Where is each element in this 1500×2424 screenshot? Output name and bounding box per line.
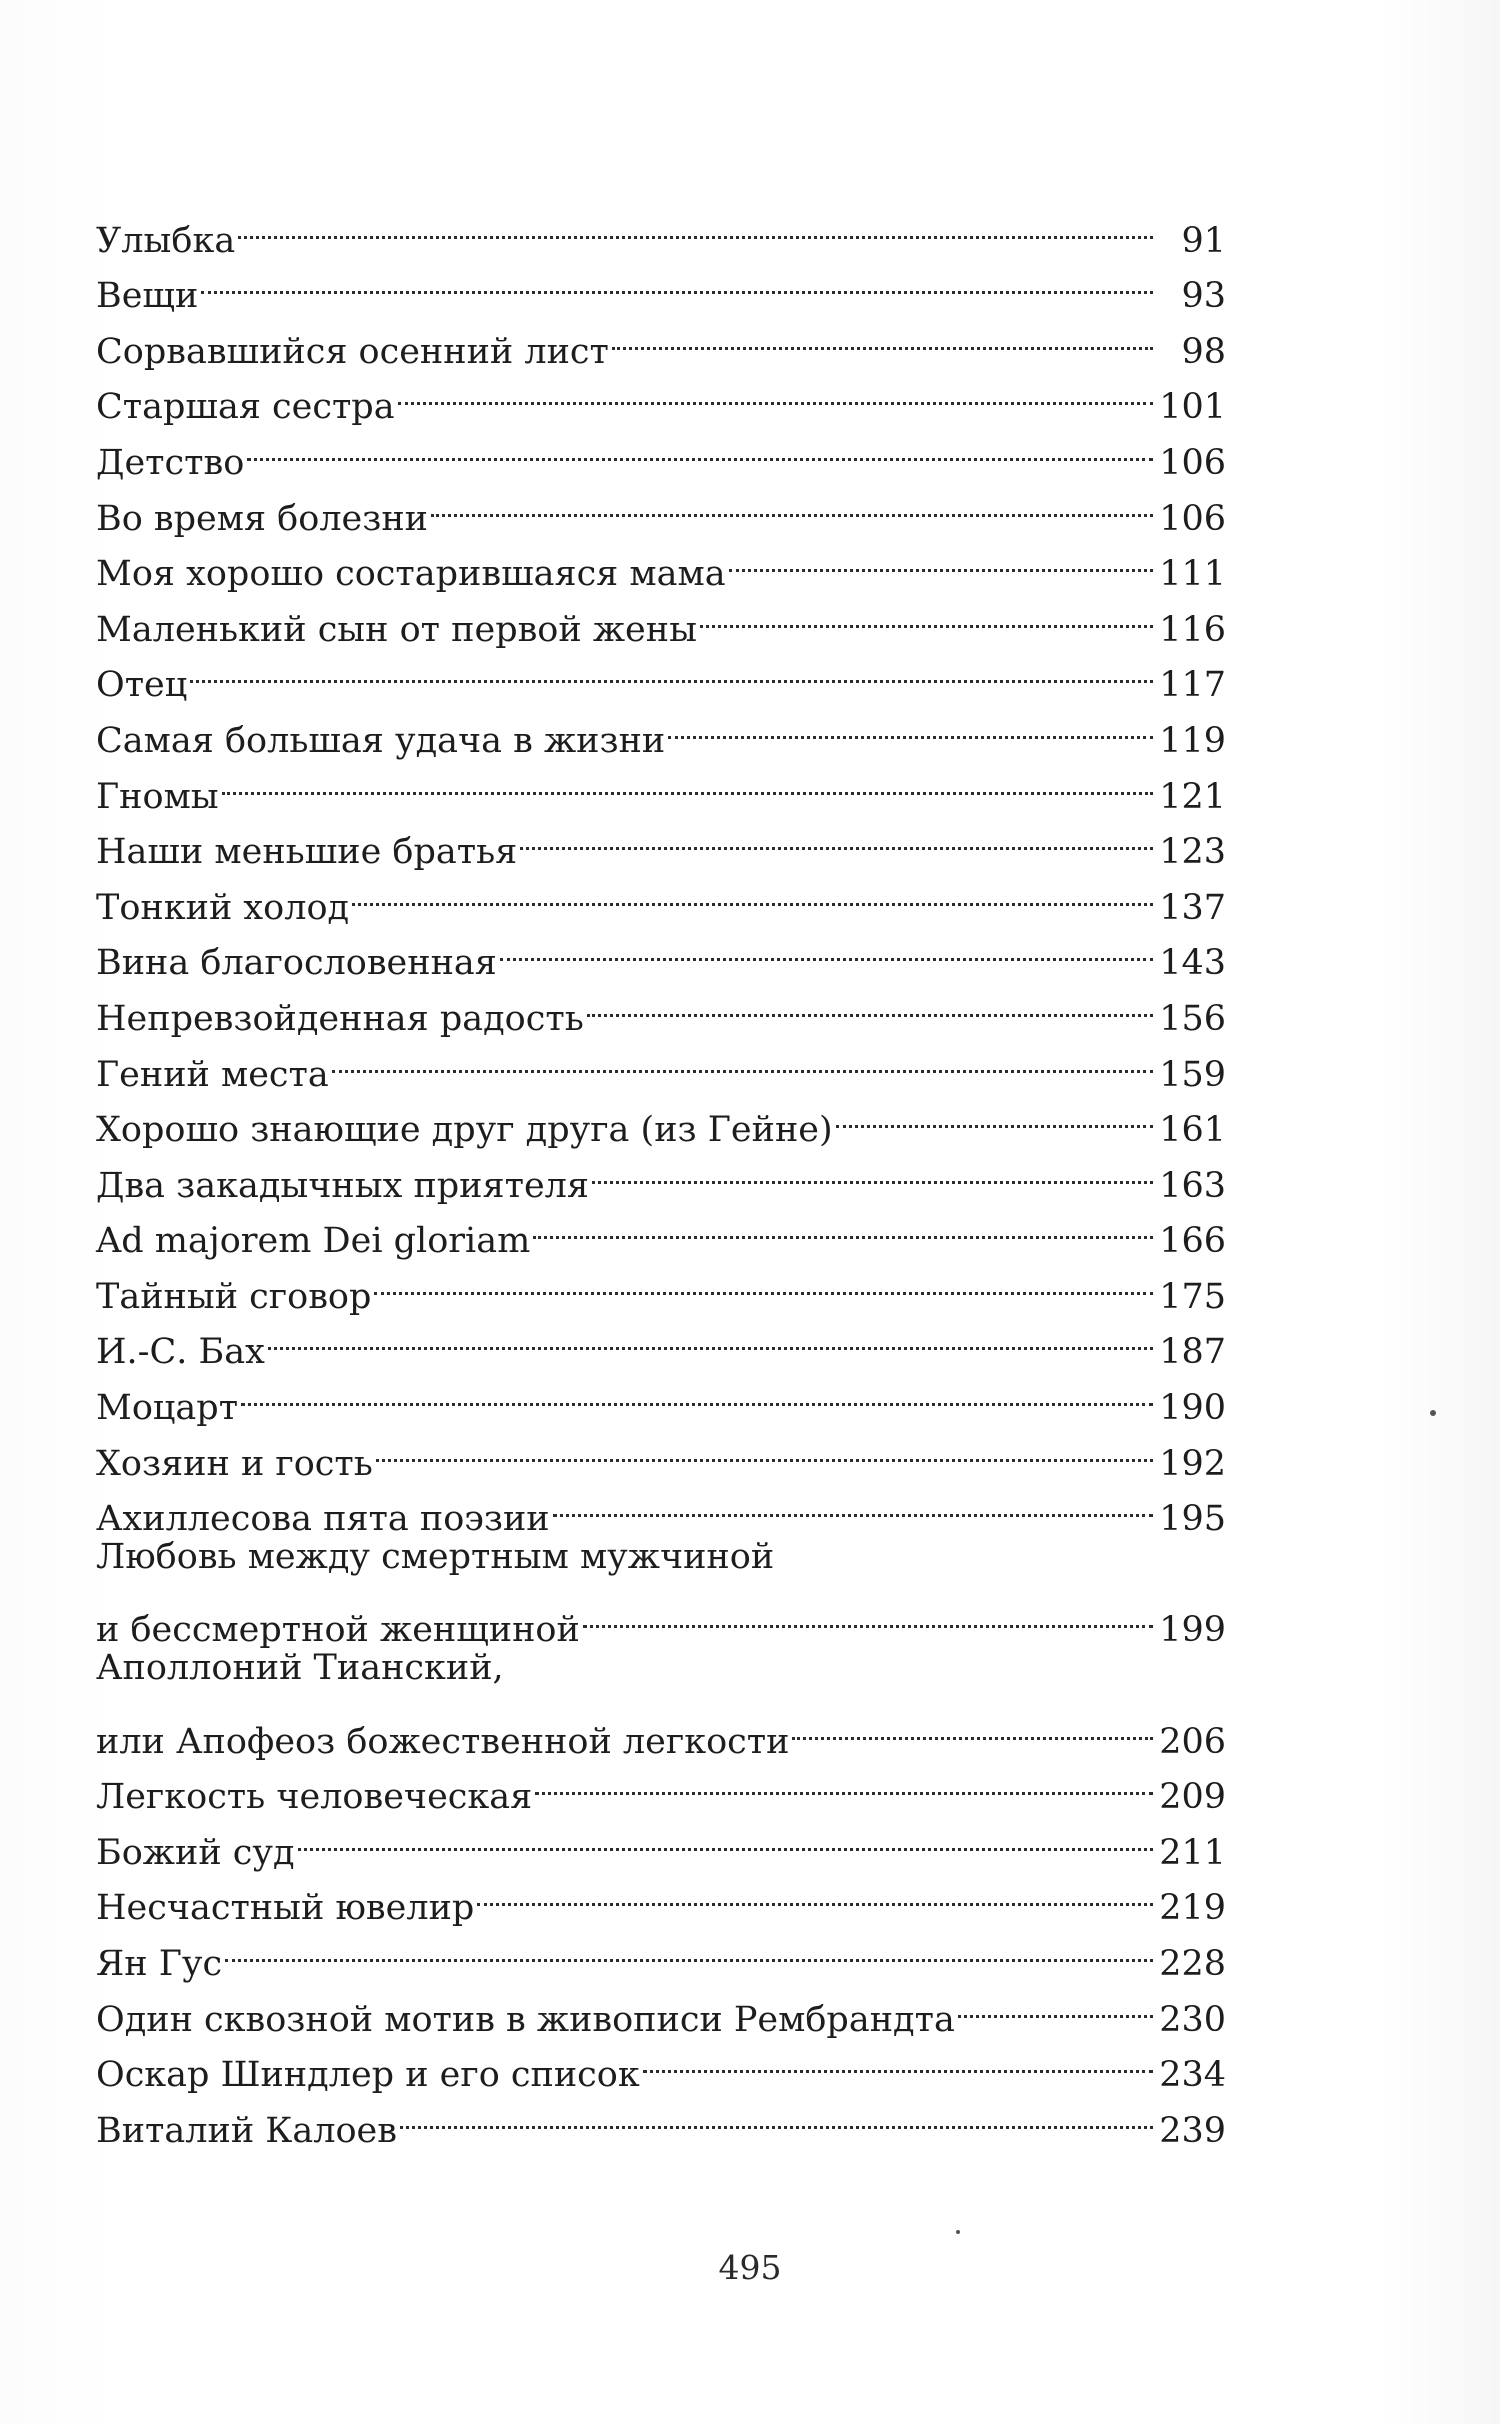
dot-leader (958, 1975, 1153, 2031)
dot-leader (201, 252, 1153, 308)
toc-entry-page: 137 (1159, 887, 1226, 928)
toc-entry (96, 307, 1226, 372)
toc-entry-title: Наши меньшие братья (96, 832, 518, 873)
dot-leader (729, 530, 1153, 586)
dot-leader (225, 1919, 1153, 1975)
toc-entry-title: Непревзойденная радость (96, 998, 584, 1039)
toc-entry-title: Отец (96, 665, 188, 706)
toc-entry-title: Несчастный ювелир (96, 1888, 475, 1929)
toc-entry-title: Ахиллесова пята поэзии (96, 1499, 550, 1540)
dot-leader (520, 808, 1153, 864)
toc-entry-title: Легкость человеческая (96, 1777, 533, 1818)
toc-entry-title: Ad majorem Dei gloriam (96, 1221, 531, 1262)
toc-entry (96, 1975, 1226, 2040)
page-number: 495 (718, 2248, 782, 2287)
toc-entry-title: Хорошо знающие друг друга (из Гейне) (96, 1110, 833, 1151)
dot-leader (241, 1363, 1153, 1419)
toc-entry (96, 696, 1226, 761)
toc-entry-page: 123 (1159, 832, 1226, 873)
toc-entry-page: 111 (1159, 554, 1226, 595)
dot-leader (352, 863, 1153, 919)
toc-entry-title: Аполлоний Тианский, (96, 1648, 504, 1689)
toc-entry-page: 156 (1159, 998, 1226, 1039)
toc-entry (96, 252, 1226, 317)
toc-entry-page: 121 (1159, 776, 1226, 817)
dot-leader (587, 974, 1153, 1030)
toc-entry-title: Маленький сын от первой жены (96, 609, 697, 650)
toc-entry-page: 195 (1159, 1499, 1226, 1540)
toc-entry-title: Во время болезни (96, 498, 429, 539)
toc-entry-title: Тонкий холод (96, 887, 350, 928)
toc-entry-page: 159 (1159, 1054, 1226, 1095)
toc-entry-page: 166 (1159, 1221, 1226, 1262)
toc-entry-title: или Апофеоз божественной легкости (96, 1721, 790, 1762)
dot-leader (400, 2086, 1153, 2142)
toc-entry-title: Любовь между смертным мужчиной (96, 1537, 775, 1578)
toc-entry-page: 206 (1159, 1721, 1226, 1762)
paper-speck (956, 2230, 960, 2234)
dot-leader (298, 1808, 1153, 1864)
table-of-contents (96, 196, 1226, 2151)
dot-leader (238, 196, 1153, 252)
toc-entry-title: Тайный сговор (96, 1276, 372, 1317)
toc-entry-page: 234 (1159, 2055, 1226, 2096)
toc-entry (96, 752, 1226, 817)
dot-leader (553, 1475, 1153, 1531)
dot-leader (477, 1864, 1153, 1920)
toc-entry-page: 119 (1159, 720, 1226, 761)
toc-entry (96, 1586, 1226, 1651)
toc-entry-title: Сорвавшийся осенний лист (96, 331, 609, 372)
toc-entry (96, 641, 1226, 706)
toc-entry (96, 1697, 1226, 1762)
toc-entry-page: 209 (1159, 1777, 1226, 1818)
dot-leader (612, 307, 1153, 363)
toc-entry-page: 91 (1181, 220, 1226, 261)
paper-speck (1430, 1410, 1436, 1416)
dot-leader (398, 363, 1153, 419)
toc-entry-title: Улыбка (96, 220, 236, 261)
toc-entry-title: Хозяин и гость (96, 1443, 373, 1484)
toc-entry-page: 175 (1159, 1276, 1226, 1317)
toc-entry-page: 143 (1159, 943, 1226, 984)
dot-leader (222, 752, 1153, 808)
toc-entry-title: Детство (96, 442, 245, 483)
dot-leader (332, 1030, 1153, 1086)
toc-entry (96, 808, 1226, 873)
toc-entry (96, 418, 1226, 483)
toc-entry-page: 199 (1159, 1610, 1226, 1651)
toc-entry-page: 106 (1159, 498, 1226, 539)
toc-entry (96, 1530, 1226, 1586)
toc-entry-title: Старшая сестра (96, 387, 395, 428)
toc-entry-title: Оскар Шиндлер и его список (96, 2055, 640, 2096)
toc-entry-page: 98 (1181, 331, 1226, 372)
toc-entry (96, 1363, 1226, 1429)
dot-leader (668, 696, 1153, 752)
toc-entry (96, 1919, 1226, 1984)
toc-entry-page: 211 (1159, 1832, 1226, 1873)
dot-leader (431, 474, 1153, 530)
dot-leader (247, 418, 1153, 474)
toc-entry-page: 230 (1159, 1999, 1226, 2040)
toc-entry (96, 1641, 1226, 1697)
toc-entry-page: 106 (1159, 442, 1226, 483)
toc-entry-page: 116 (1159, 609, 1226, 650)
dot-leader (376, 1419, 1153, 1475)
dot-leader (535, 1753, 1153, 1809)
toc-entry-title: Гений места (96, 1054, 329, 1095)
toc-entry (96, 196, 1226, 261)
toc-entry-title: Два закадычных приятеля (96, 1165, 589, 1206)
toc-entry-page: 239 (1159, 2110, 1226, 2151)
dot-leader (643, 2031, 1153, 2087)
toc-entry-page: 161 (1159, 1110, 1226, 1151)
toc-entry-page: 93 (1181, 276, 1226, 317)
toc-entry-page: 101 (1159, 387, 1226, 428)
toc-entry-page: 192 (1159, 1443, 1226, 1484)
toc-entry-title: Один сквозной мотив в живописи Рембрандта (96, 1999, 955, 2040)
dot-leader (374, 1252, 1153, 1308)
toc-entry-title: Вина благословенная (96, 943, 497, 984)
dot-leader (268, 1308, 1153, 1364)
toc-entry-title: Моя хорошо состарившаяся мама (96, 554, 726, 595)
toc-entry-title: Божий суд (96, 1832, 295, 1873)
dot-leader (583, 1586, 1153, 1642)
dot-leader (792, 1697, 1153, 1753)
toc-entry-title: Самая большая удача в жизни (96, 720, 666, 761)
toc-entry-title: Виталий Калоев (96, 2110, 397, 2151)
toc-entry-page: 190 (1159, 1388, 1226, 1429)
dot-leader (190, 641, 1153, 697)
toc-entry (96, 1419, 1226, 1484)
toc-entry-page: 219 (1159, 1888, 1226, 1929)
dot-leader (592, 1141, 1153, 1197)
toc-entry-title: Моцарт (96, 1388, 239, 1429)
toc-entry (96, 474, 1226, 539)
toc-entry-page: 187 (1159, 1332, 1226, 1373)
dot-leader (700, 585, 1153, 641)
toc-entry-page: 163 (1159, 1165, 1226, 1206)
toc-entry-title: и бессмертной женщиной (96, 1610, 580, 1651)
toc-entry-title: И.-С. Бах (96, 1332, 265, 1373)
dot-leader (500, 919, 1153, 975)
toc-entry-title: Вещи (96, 276, 199, 317)
toc-entry-title: Гномы (96, 776, 219, 817)
toc-entry-page: 117 (1159, 665, 1226, 706)
dot-leader (533, 1197, 1153, 1253)
dot-leader (836, 1086, 1153, 1142)
toc-entry-page: 228 (1159, 1944, 1226, 1984)
toc-entry-title: Ян Гус (96, 1944, 223, 1984)
